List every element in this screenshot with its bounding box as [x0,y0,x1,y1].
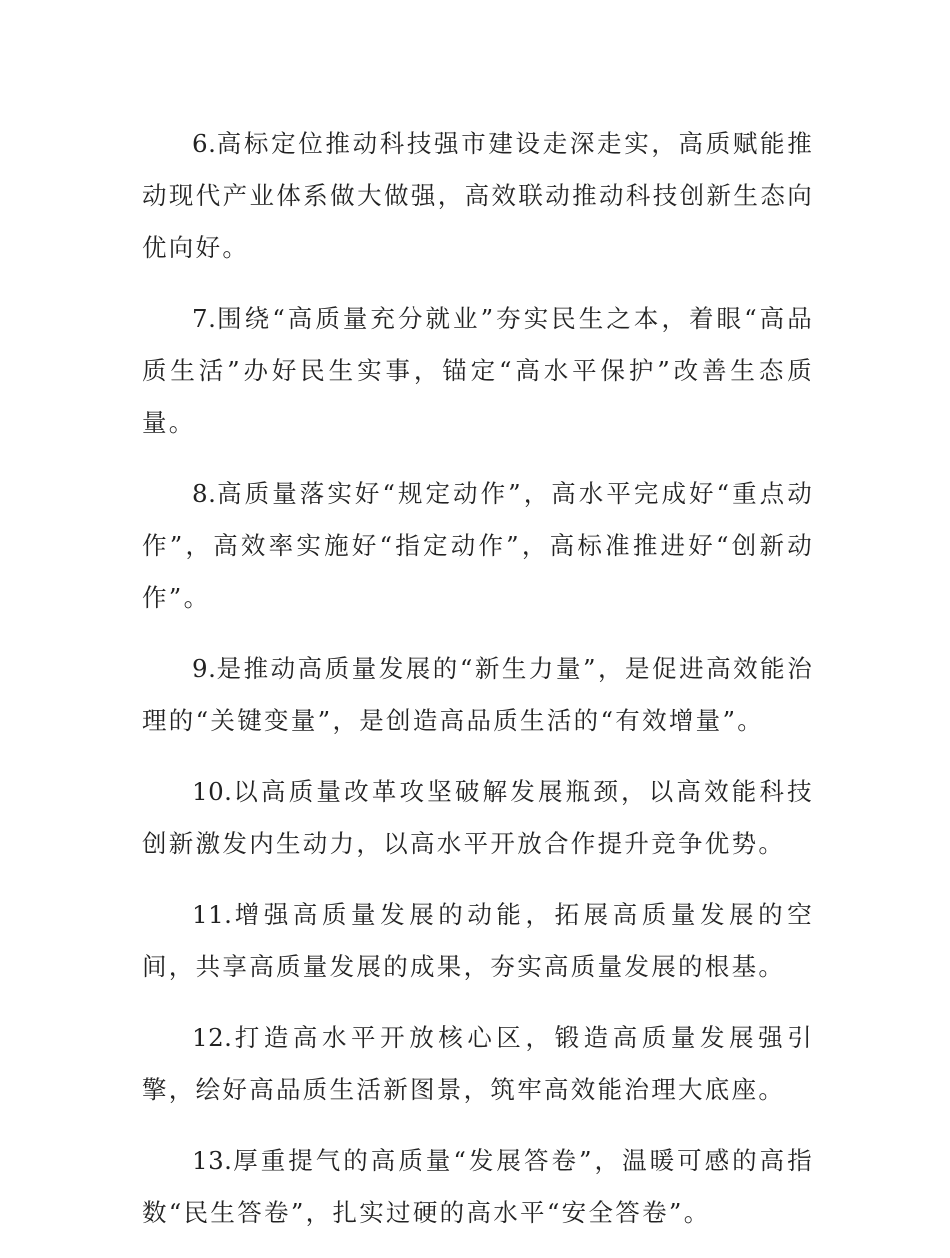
paragraph-text: 高质量落实好“规定动作”，高水平完成好“重点动作”，高效率实施好“指定动作”，高标准推进好“创新动作”。 [142,479,814,612]
paragraph-7 [142,293,814,449]
paragraph-number: 6. [192,129,217,158]
paragraph-number: 9. [192,654,217,683]
document-body [142,118,814,1258]
paragraph-11 [142,889,814,993]
paragraph-text: 是推动高质量发展的“新生力量”，是促进高效能治理的“关键变量”，是创造高品质生活的“有效增量”。 [142,654,814,735]
paragraph-text: 以高质量改革攻坚破解发展瓶颈，以高效能科技创新激发内生动力，以高水平开放合作提升竞争优势。 [142,777,814,858]
paragraph-text: 高标定位推动科技强市建设走深走实，高质赋能推动现代产业体系做大做强，高效联动推动科技创新生态向优向好。 [142,129,814,262]
paragraph-text: 厚重提气的高质量“发展答卷”，温暖可感的高指数“民生答卷”，扎实过硬的高水平“安全答卷”。 [142,1146,814,1227]
paragraph-number: 11. [192,900,233,929]
paragraph-number: 8. [192,479,217,508]
paragraph-number: 10. [192,777,233,806]
paragraph-6 [142,118,814,274]
paragraph-10 [142,766,814,870]
paragraph-8 [142,468,814,624]
paragraph-number: 7. [192,304,217,333]
paragraph-text: 打造高水平开放核心区，锻造高质量发展强引擎，绘好高品质生活新图景，筑牢高效能治理大底座。 [142,1023,814,1104]
paragraph-number: 13. [192,1146,233,1175]
paragraph-9 [142,643,814,747]
paragraph-13 [142,1135,814,1239]
paragraph-number: 12. [192,1023,233,1052]
paragraph-12 [142,1012,814,1116]
paragraph-text: 围绕“高质量充分就业”夯实民生之本，着眼“高品质生活”办好民生实事，锚定“高水平保护”改善生态质量。 [142,304,814,437]
paragraph-text: 增强高质量发展的动能，拓展高质量发展的空间，共享高质量发展的成果，夯实高质量发展的根基。 [142,900,814,981]
